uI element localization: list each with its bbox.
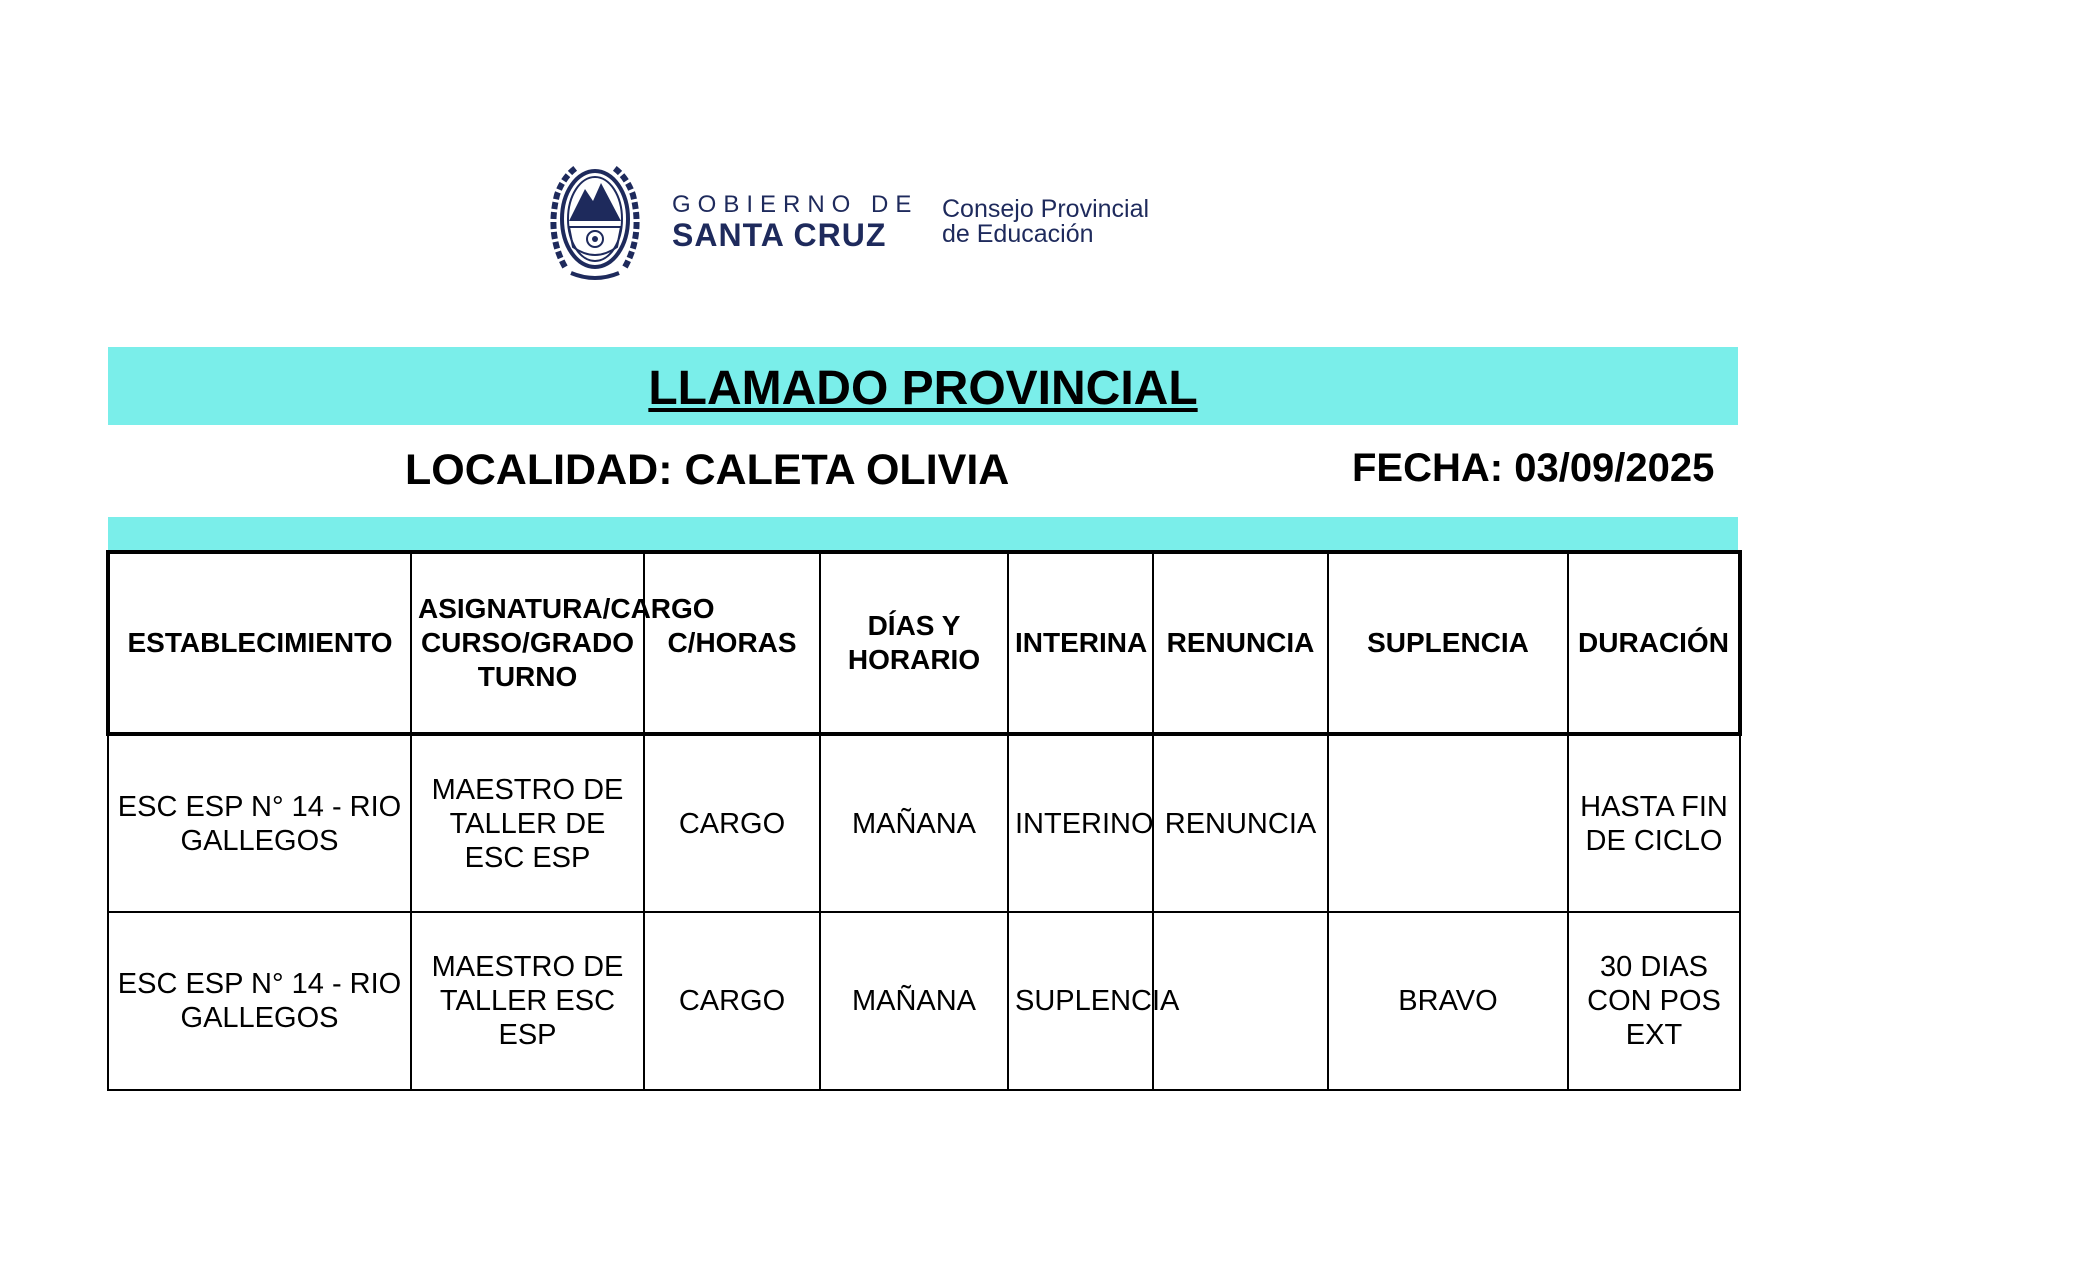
- header-logo: [545, 155, 1185, 285]
- cell-renuncia: [1153, 912, 1328, 1090]
- cell-renuncia: RENUNCIA: [1153, 734, 1328, 912]
- cell-interina: SUPLENCIA: [1008, 912, 1153, 1090]
- cell-horas: CARGO: [644, 912, 820, 1090]
- locality-label: LOCALIDAD: CALETA OLIVIA: [405, 446, 1010, 494]
- cell-horas: CARGO: [644, 734, 820, 912]
- page-title: LLAMADO PROVINCIAL: [648, 362, 1198, 415]
- column-header-duracion: DURACIÓN: [1568, 552, 1740, 734]
- column-header-suplencia: SUPLENCIA: [1328, 552, 1568, 734]
- table-row: [108, 734, 1740, 912]
- column-header-establecimiento: ESTABLECIMIENTO: [108, 552, 411, 734]
- cell-suplencia: [1328, 734, 1568, 912]
- table-row: [108, 912, 1740, 1090]
- vacancy-table: [106, 550, 1742, 1091]
- column-header-renuncia: RENUNCIA: [1153, 552, 1328, 734]
- cell-establecimiento: ESC ESP N° 14 - RIO GALLEGOS: [108, 734, 411, 912]
- table-header-row: [108, 552, 1740, 734]
- cell-suplencia: BRAVO: [1328, 912, 1568, 1090]
- cell-establecimiento: ESC ESP N° 14 - RIO GALLEGOS: [108, 912, 411, 1090]
- column-header-interina: INTERINA: [1008, 552, 1153, 734]
- province-name: SANTA CRUZ: [672, 217, 887, 253]
- separator-band: [108, 517, 1738, 551]
- council-name-line2: de Educación: [942, 220, 1094, 248]
- government-label: GOBIERNO DE: [672, 191, 919, 218]
- date-label: FECHA: 03/09/2025: [1352, 446, 1715, 490]
- column-header-asignatura: ASIGNATURA/CARGO CURSO/GRADO TURNO: [411, 552, 644, 734]
- cell-dias-horario: MAÑANA: [820, 734, 1008, 912]
- cell-dias-horario: MAÑANA: [820, 912, 1008, 1090]
- council-name-line1: Consejo Provincial: [942, 195, 1150, 223]
- cell-asignatura: MAESTRO DE TALLER ESC ESP: [411, 912, 644, 1090]
- cell-interina: INTERINO: [1008, 734, 1153, 912]
- title-band: [108, 347, 1738, 425]
- provincial-seal-icon: [545, 155, 645, 285]
- column-header-dias-horario: DÍAS Y HORARIO: [820, 552, 1008, 734]
- cell-duracion: HASTA FIN DE CICLO: [1568, 734, 1740, 912]
- cell-duracion: 30 DIAS CON POS EXT: [1568, 912, 1740, 1090]
- column-header-horas: C/HORAS: [644, 552, 820, 734]
- cell-asignatura: MAESTRO DE TALLER DE ESC ESP: [411, 734, 644, 912]
